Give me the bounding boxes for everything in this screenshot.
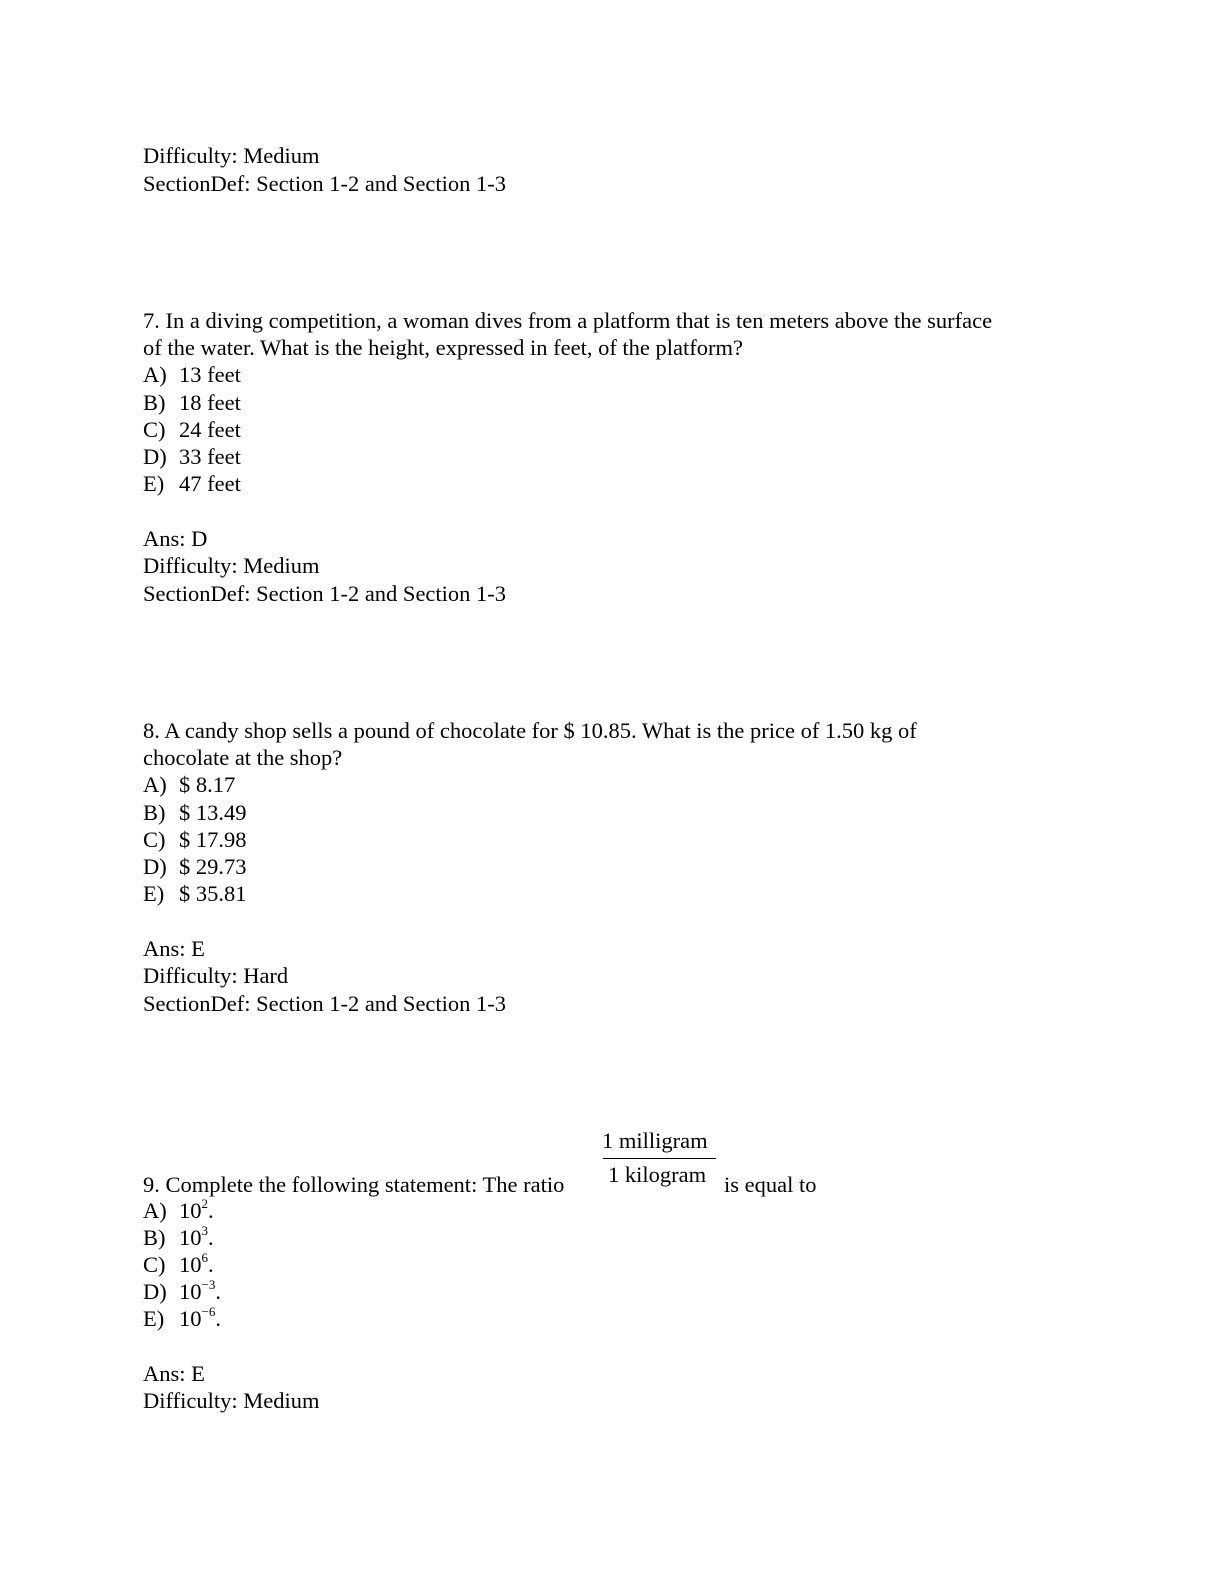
option-base: 10 bbox=[179, 1306, 202, 1331]
top-difficulty: Difficulty: Medium bbox=[143, 143, 320, 168]
option-letter: C) bbox=[143, 827, 166, 852]
ratio-numerator: 1 milligram bbox=[602, 1128, 708, 1153]
option-end: . bbox=[215, 1306, 221, 1331]
option-letter: B) bbox=[143, 390, 166, 415]
q7-option-a bbox=[143, 361, 241, 388]
q8-option-d bbox=[143, 853, 247, 880]
option-text: $ 13.49 bbox=[179, 800, 247, 825]
q9-option-c bbox=[143, 1251, 214, 1278]
option-text: 18 feet bbox=[179, 390, 241, 415]
fraction-bar bbox=[603, 1158, 716, 1159]
option-text: 47 feet bbox=[179, 471, 241, 496]
option-base: 10 bbox=[179, 1252, 202, 1277]
q7-option-e bbox=[143, 470, 241, 497]
option-text: $ 17.98 bbox=[179, 827, 247, 852]
q7-section: SectionDef: Section 1-2 and Section 1-3 bbox=[143, 581, 507, 606]
option-letter: E) bbox=[143, 881, 165, 906]
option-text: 24 feet bbox=[179, 417, 241, 442]
q9-difficulty: Difficulty: Medium bbox=[143, 1388, 320, 1413]
q7-option-c bbox=[143, 416, 241, 443]
top-section: SectionDef: Section 1-2 and Section 1-3 bbox=[143, 171, 507, 196]
option-base: 10 bbox=[179, 1279, 202, 1304]
option-letter: D) bbox=[143, 1279, 167, 1304]
q8-text-line1: 8. A candy shop sells a pound of chocolate for $ 10.85. What is the price of 1.50 kg of bbox=[143, 718, 917, 743]
option-exponent: 6 bbox=[201, 1250, 208, 1265]
option-letter: B) bbox=[143, 800, 166, 825]
option-letter: C) bbox=[143, 417, 166, 442]
option-letter: E) bbox=[143, 1306, 165, 1331]
q9-text-suffix: is equal to bbox=[724, 1172, 817, 1197]
q9-option-a bbox=[143, 1197, 214, 1224]
q7-text-line1: 7. In a diving competition, a woman dives from a platform that is ten meters above the surface bbox=[143, 308, 993, 333]
q8-text-line2: chocolate at the shop? bbox=[143, 745, 343, 770]
option-letter: C) bbox=[143, 1252, 166, 1277]
option-end: . bbox=[215, 1279, 221, 1304]
q8-option-b bbox=[143, 799, 247, 826]
option-letter: A) bbox=[143, 772, 167, 797]
q9-option-e bbox=[143, 1305, 221, 1332]
q9-option-b bbox=[143, 1224, 214, 1251]
q8-answer: Ans: E bbox=[143, 936, 205, 961]
option-letter: A) bbox=[143, 1198, 167, 1223]
q8-section: SectionDef: Section 1-2 and Section 1-3 bbox=[143, 991, 507, 1016]
option-text: 13 feet bbox=[179, 362, 241, 387]
option-base: 10 bbox=[179, 1198, 202, 1223]
q8-option-e bbox=[143, 880, 247, 907]
option-letter: E) bbox=[143, 471, 165, 496]
option-letter: D) bbox=[143, 854, 167, 879]
option-base: 10 bbox=[179, 1225, 202, 1250]
option-exponent: 3 bbox=[201, 1223, 208, 1238]
q7-option-b bbox=[143, 389, 241, 416]
q7-difficulty: Difficulty: Medium bbox=[143, 553, 320, 578]
option-letter: D) bbox=[143, 444, 167, 469]
option-end: . bbox=[208, 1252, 214, 1277]
option-exponent: 2 bbox=[201, 1196, 208, 1211]
option-text: $ 29.73 bbox=[179, 854, 247, 879]
option-end: . bbox=[208, 1225, 214, 1250]
option-end: . bbox=[208, 1198, 214, 1223]
option-letter: B) bbox=[143, 1225, 166, 1250]
q7-answer: Ans: D bbox=[143, 526, 208, 551]
q9-text: 9. Complete the following statement: The ratio bbox=[143, 1172, 565, 1197]
q8-option-c bbox=[143, 826, 247, 853]
option-text: $ 8.17 bbox=[179, 772, 236, 797]
option-text: 33 feet bbox=[179, 444, 241, 469]
option-exponent: −3 bbox=[201, 1277, 216, 1292]
ratio-denominator: 1 kilogram bbox=[608, 1162, 707, 1187]
q9-option-d bbox=[143, 1278, 221, 1305]
q7-text-line2: of the water. What is the height, expressed in feet, of the platform? bbox=[143, 335, 744, 360]
q8-difficulty: Difficulty: Hard bbox=[143, 963, 289, 988]
option-text: $ 35.81 bbox=[179, 881, 247, 906]
option-exponent: −6 bbox=[201, 1304, 216, 1319]
q7-option-d bbox=[143, 443, 241, 470]
option-letter: A) bbox=[143, 362, 167, 387]
q9-answer: Ans: E bbox=[143, 1361, 205, 1386]
q8-option-a bbox=[143, 771, 235, 798]
